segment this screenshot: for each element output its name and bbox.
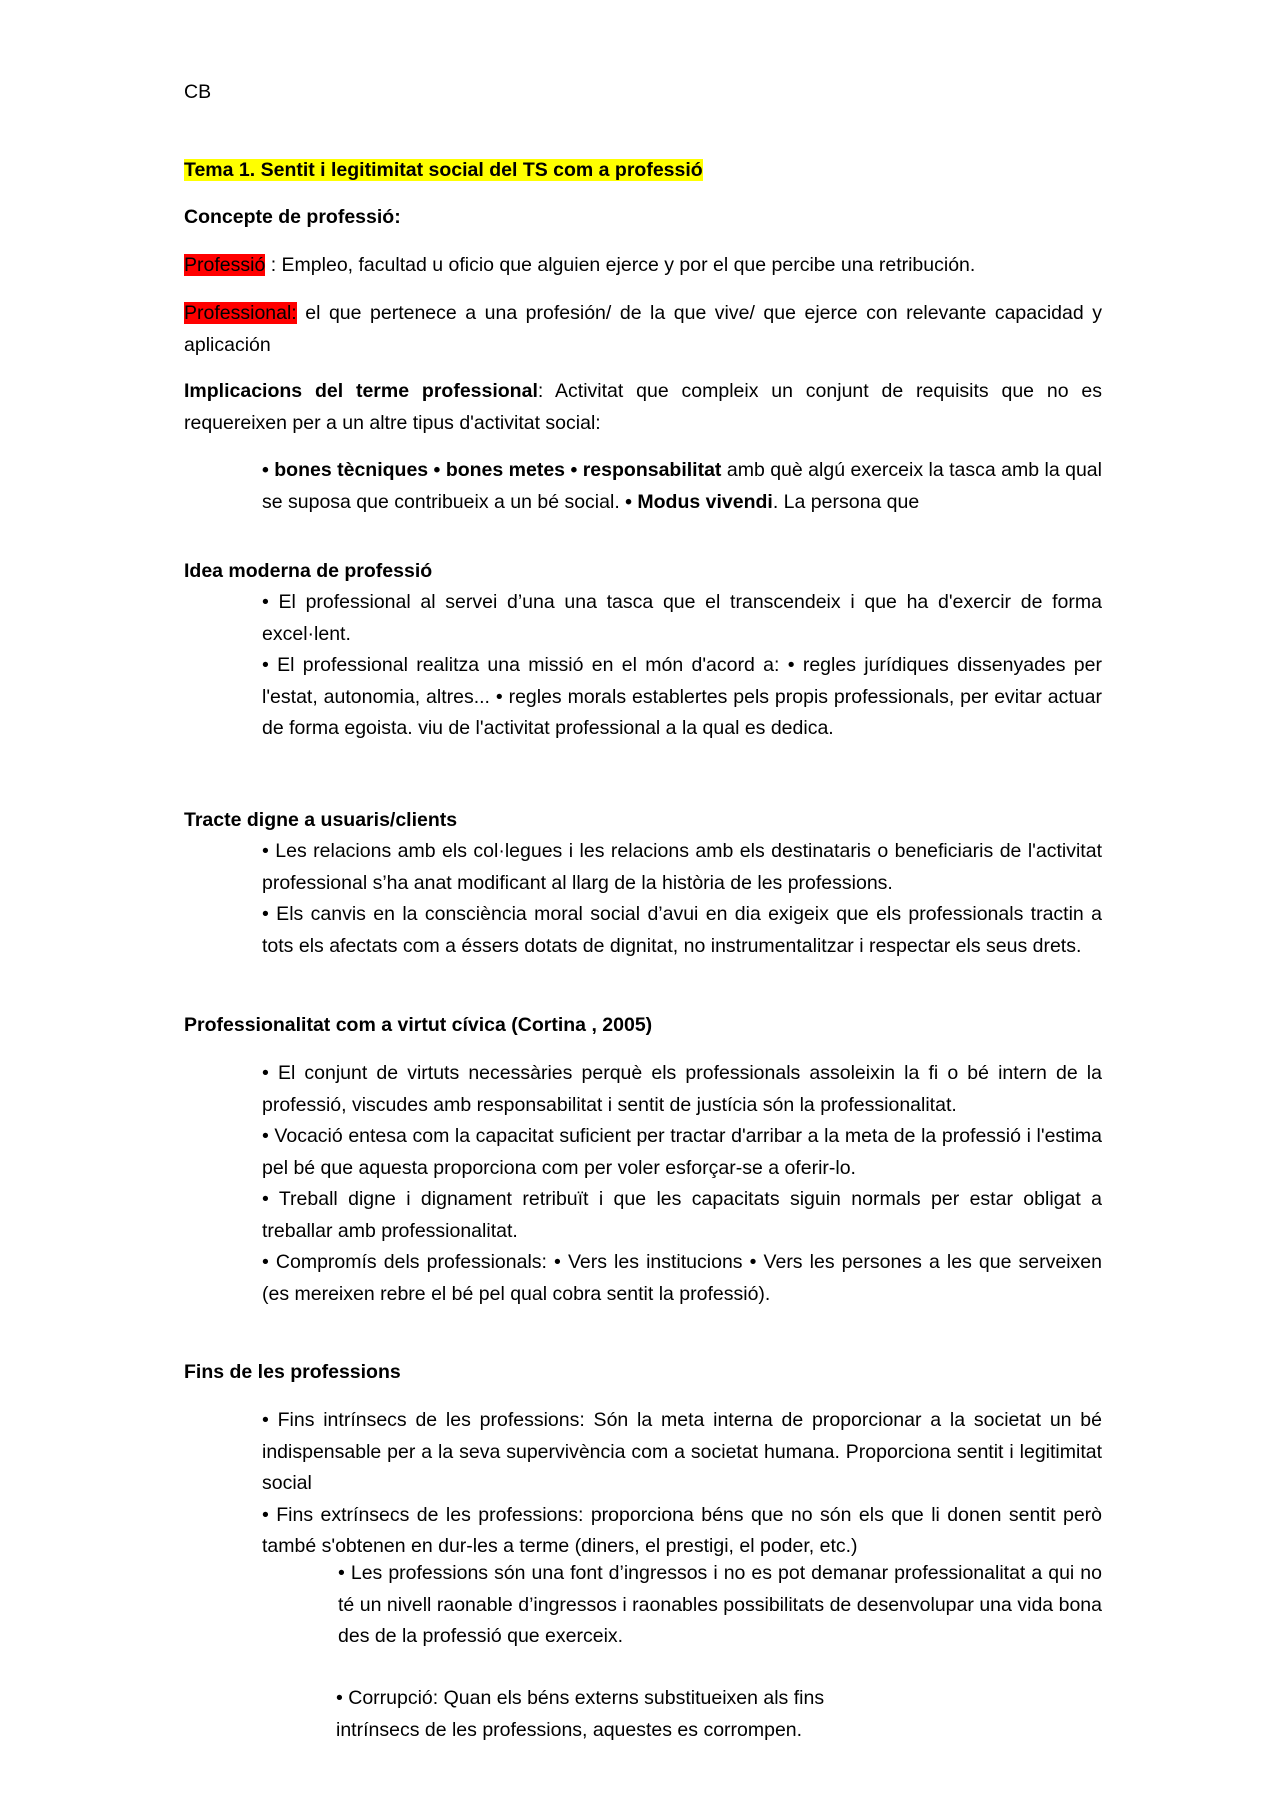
fins-sub-item-ingressos: • Les professions són una font d’ingressos i no es pot demanar professionalitat a qui no té un nivell raonable d’ingressos i raonables possibilitats de desenvolupar una vida bona des de la professió que exerceix. bbox=[338, 1562, 1102, 1647]
tracte-heading: Tracte digne a usuaris/clients bbox=[184, 809, 458, 831]
implicacions-bold-1: • bones tècniques • bones metes • responsabilitat bbox=[262, 459, 722, 481]
list-item: • Els canvis en la consciència moral social d’avui en dia exigeix que els professionals tractin a tots els afectats com a éssers dotats de dignitat, no instrumentalitzar i respectar els seus drets. bbox=[262, 903, 1102, 957]
list-item: • Compromís dels professionals: • Vers les institucions • Vers les persones a les que serveixen (es mereixen rebre el bé pel qual cobra sentit la professió). bbox=[262, 1251, 1102, 1305]
implicacions-heading: Implicacions del terme professional bbox=[184, 380, 538, 402]
list-item: • Vocació entesa com la capacitat suficient per tractar d'arribar a la meta de la professió i l'estima pel bé que aquesta proporciona com per voler esforçar-se a oferir-lo. bbox=[262, 1125, 1102, 1179]
idea-heading: Idea moderna de professió bbox=[184, 560, 433, 582]
implicacions-paragraph bbox=[184, 376, 1102, 439]
list-item: • Treball digne i dignament retribuït i que les capacitats siguin normals per estar obligat a treballar amb professionalitat. bbox=[262, 1188, 1102, 1242]
professional-text: el que pertenece a una profesión/ de la que vive/ que ejerce con relevante capacidad y aplicación bbox=[184, 302, 1102, 356]
list-item: • El professional al servei d’una una tasca que el transcendeix i que ha d'exercir de forma excel·lent. bbox=[262, 591, 1102, 645]
implicacions-bullets bbox=[262, 455, 1102, 518]
list-item: • Fins extrínsecs de les professions: proporciona béns que no són els que li donen sentit però també s'obtenen en dur-les a terme (diners, el prestigi, el poder, etc.) bbox=[262, 1503, 1102, 1557]
document-title bbox=[184, 155, 703, 187]
fins-sub-item-corrupcio bbox=[336, 1683, 1102, 1746]
virtut-heading: Professionalitat com a virtut cívica (Cortina , 2005) bbox=[184, 1014, 653, 1036]
virtut-list bbox=[262, 1058, 1102, 1310]
professio-text: : Empleo, facultad u oficio que alguien ejerce y por el que percibe una retribución. bbox=[265, 254, 976, 276]
implicacions-text-2: . La persona que bbox=[772, 490, 920, 513]
list-item: • Les relacions amb els col·legues i les relacions amb els destinataris o beneficiaris de l'activitat professional s’ha anat modificant al llarg de la història de les professions. bbox=[262, 840, 1102, 894]
tracte-list bbox=[262, 836, 1102, 962]
title-highlight: Tema 1. Sentit i legitimitat social del TS com a professió bbox=[184, 159, 703, 181]
implicacions-text: : Activitat que compleix un conjunt de requisits que no es requereixen per a un altre tipus d'activitat social: bbox=[184, 380, 1102, 434]
fins-list bbox=[262, 1405, 1102, 1563]
list-item: • El professional realitza una missió en el món d'acord a: • regles jurídiques dissenyades per l'estat, autonomia, altres... • regles morals establertes pels propis professionals, per evitar actuar de forma egoista. viu de l'activitat professional a la qual es dedica. bbox=[262, 654, 1102, 739]
list-item: • El conjunt de virtuts necessàries perquè els professionals assoleixin la fi o bé intern de la professió, viscudes amb responsabilitat i sentit de justícia són la professionalitat. bbox=[262, 1062, 1102, 1116]
implicacions-text-1: amb què algú exerceix la tasca amb la qual se suposa que contribueix a un bé social. bbox=[262, 459, 1102, 513]
professio-definition bbox=[184, 250, 975, 282]
professio-label: Professió bbox=[184, 254, 266, 276]
corrupcio-line-1: • Corrupció: Quan els béns externs substitueixen als fins bbox=[336, 1687, 825, 1709]
implicacions-bold-2: • Modus vivendi bbox=[625, 490, 773, 513]
professional-definition bbox=[184, 298, 1102, 361]
concept-heading: Concepte de professió: bbox=[184, 206, 401, 228]
fins-heading: Fins de les professions bbox=[184, 1361, 401, 1383]
corrupcio-line-2: intrínsecs de les professions, aquestes es corrompen. bbox=[336, 1718, 803, 1741]
header-initials: CB bbox=[184, 81, 212, 103]
professional-label: Professional: bbox=[184, 302, 297, 324]
list-item: • Fins intrínsecs de les professions: Són la meta interna de proporcionar a la societat un bé indispensable per a la seva supervivència com a societat humana. Proporciona sentit i legitimitat social bbox=[262, 1409, 1102, 1494]
idea-list bbox=[262, 587, 1102, 745]
